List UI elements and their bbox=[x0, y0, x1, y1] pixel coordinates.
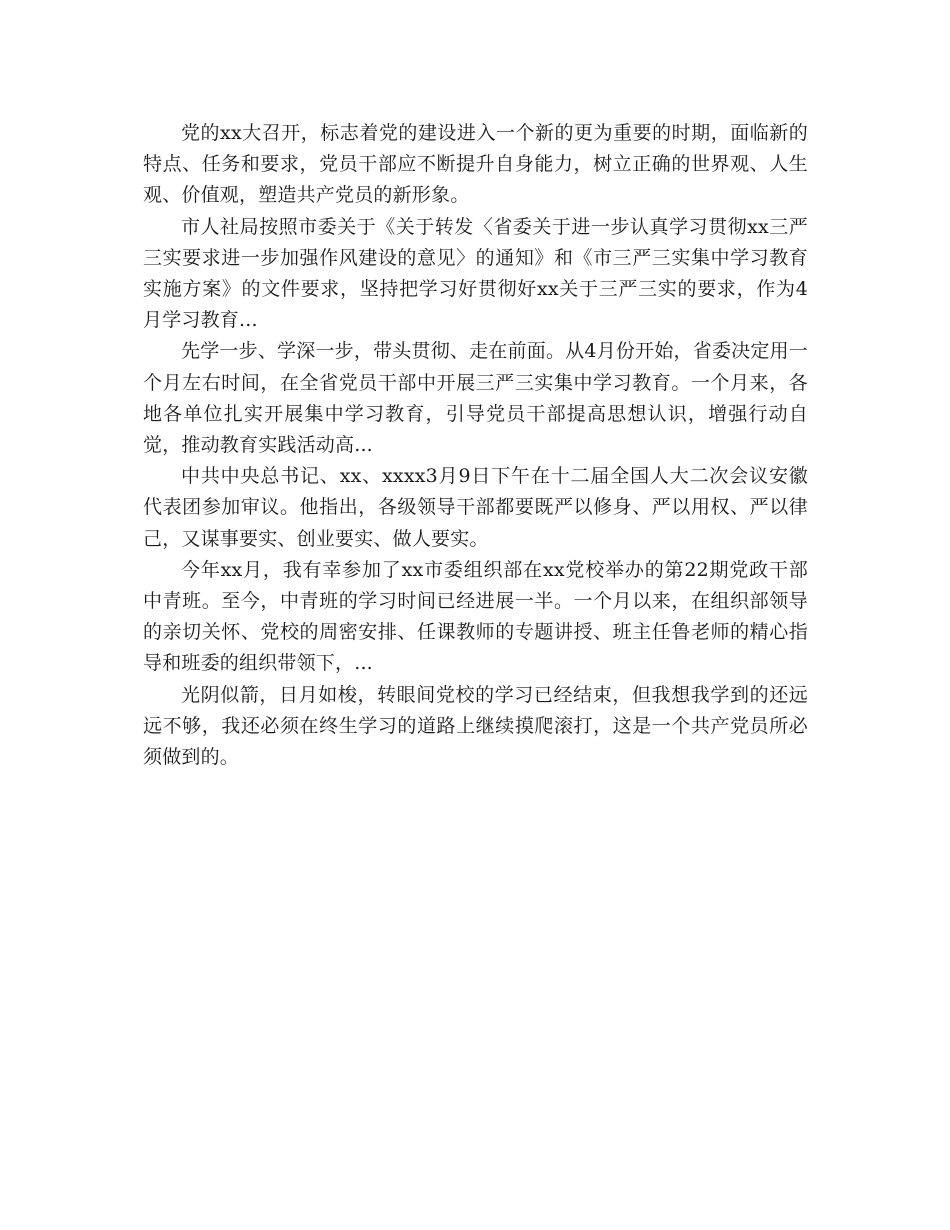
paragraph-1: 党的xx大召开，标志着党的建设进入一个新的更为重要的时期，面临新的特点、任务和要求，党员干部应不断提升自身能力，树立正确的世界观、人生观、价值观，塑造共产党员的新形象。 bbox=[143, 122, 808, 207]
paragraph-3: 先学一步、学深一步，带头贯彻、走在前面。从4月份开始，省委决定用一个月左右时间，在全省党员干部中开展三严三实集中学习教育。一个月来，各地各单位扎实开展集中学习教育，引导党员干部提高思想认识，增强行动自觉，推动教育实践活动高... bbox=[143, 340, 808, 457]
paragraph-4: 中共中央总书记、xx、xxxx3月9日下午在十二届全国人大二次会议安徽代表团参加审议。他指出，各级领导干部都要既严以修身、严以用权、严以律己，又谋事要实、创业要实、做人要实。 bbox=[143, 465, 808, 550]
paragraph-2: 市人社局按照市委关于《关于转发〈省委关于进一步认真学习贯彻xx三严三实要求进一步加强作风建设的意见〉的通知》和《市三严三实集中学习教育实施方案》的文件要求，坚持把学习好贯彻好xx关于三严三实的要求，作为4月学习教育... bbox=[143, 215, 808, 332]
document-body bbox=[143, 118, 808, 773]
paragraph-5: 今年xx月，我有幸参加了xx市委组织部在xx党校举办的第22期党政干部中青班。至今，中青班的学习时间已经进展一半。一个月以来，在组织部领导的亲切关怀、党校的周密安排、任课教师的专题讲授、班主任鲁老师的精心指导和班委的组织带领下，... bbox=[143, 558, 808, 675]
paragraph-6: 光阴似箭，日月如梭，转眼间党校的学习已经结束，但我想我学到的还远远不够，我还必须在终生学习的道路上继续摸爬滚打，这是一个共产党员所必须做到的。 bbox=[143, 683, 808, 769]
